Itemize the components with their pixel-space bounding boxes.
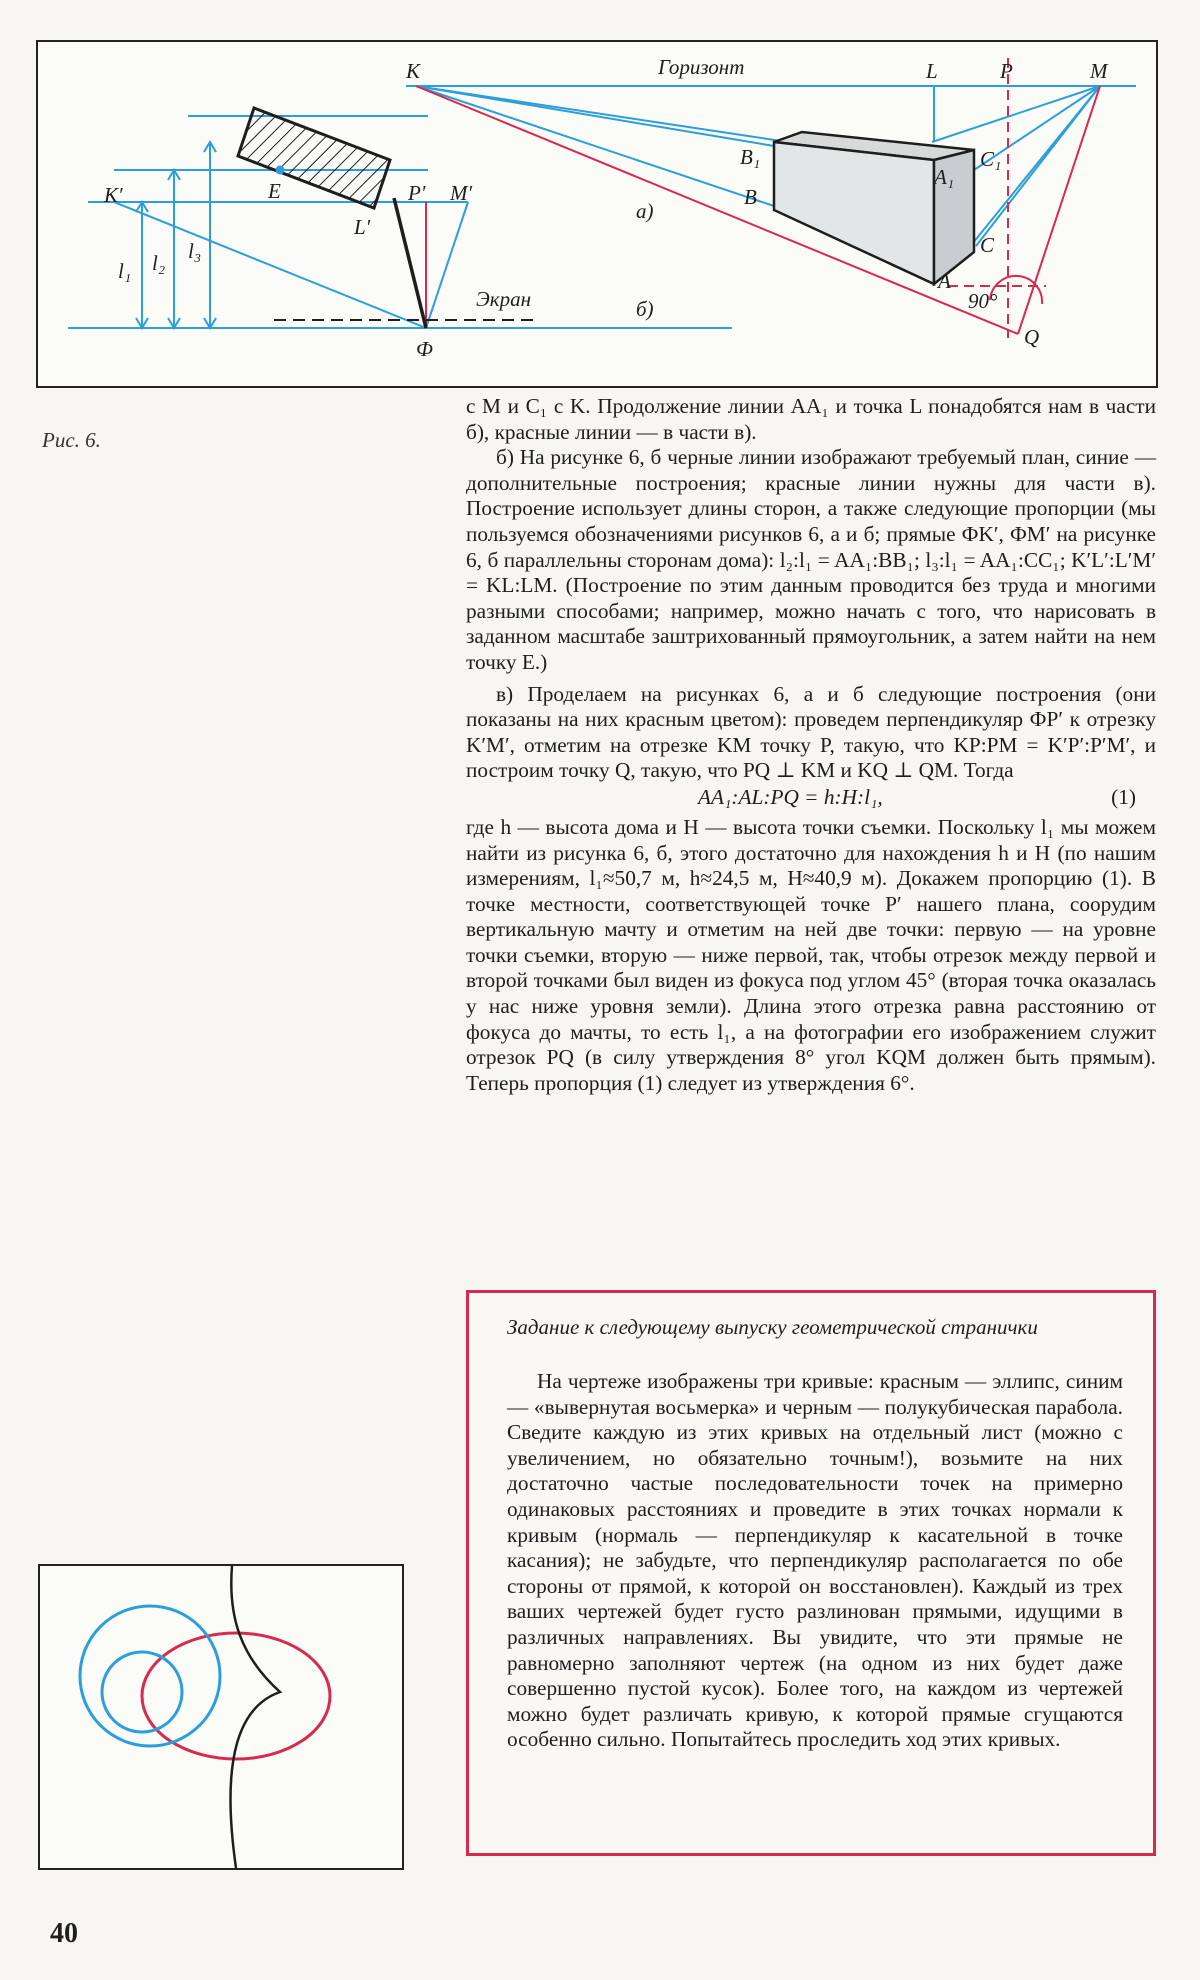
line-m-a1 [932,86,1100,142]
right-angle-arc [990,276,1042,304]
label-l: L [926,59,938,83]
label-e: E [268,179,281,203]
formula-expression: AA₁:AL:PQ = h:H:l₁, [698,784,883,809]
paragraph-2: б) На рисунке 6, б черные линии изображают требуемый план, синие — дополнительные построения; красные линии нужны для части в). Построение использует длины сторон, а также следующие пропорции (мы пользуемся обозначениями рисунков 6, а и б; прямые ФK′, ФM′ на рисунке 6, б параллельны сторонам дома): l₂:l₁ = AA₁:BB₁; l₃:l₁ = AA₁:CC₁; K′L′:L′M′ = KL:LM. (Построение по этим данным проводится без труда и многими разными способами; например, можно начать с того, что нарисовать в заданном масштабе заштрихованный прямоугольник, а затем найти на нем точку E.) [466,445,1156,674]
task-text: На чертеже изображены три кривые: красным — эллипс, синим — «вывернутая восьмерка» и черным — полукубическая парабола. Сведите каждую из этих кривых на отдельный лист (можно с увеличением, но обязательно точным!), возьмите на них достаточно частые последовательности точек на примерно одинаковых расстояниях и проведите в этих точках нормали к кривым (нормаль — перпендикуляр к касательной в точке касания); не забудьте, что перпендикуляр располагается по обе стороны от прямой, к которой он восстановлен). Каждый из трех ваших чертежей будет густо разлинован прямыми, идущими в различных направлениях. Вы увидите, что эти прямые не равномерно заполняют чертеж (на одном из них будет даже совершенно пустой кусок). Более того, на каждом из чертежей можно будет различать кривую, к которой прямые сгущаются особенно сильно. Попытайтесь проследить ход этих кривых. [507,1369,1123,1752]
blue-curve-outer [80,1606,220,1746]
figure-caption: Рис. 6. [42,428,101,452]
paragraph-1: с M и C₁ с K. Продолжение линии AA₁ и точка L понадобятся нам в части б), красные линии — в части в). [466,394,1156,444]
label-screen: Экран [476,287,531,311]
label-c1: C₁ [980,147,1002,171]
task-body [507,1369,1123,1753]
label-angle: 90° [968,289,998,313]
label-m: M [1090,59,1108,83]
formula-number: (1) [1111,784,1136,809]
main-text [466,394,1156,1096]
label-lp: L′ [354,215,371,239]
task-title: Задание к следующему выпуску геометрической странички [507,1315,1038,1339]
curves-drawing [40,1566,402,1868]
part-a-blue-lines [406,86,1136,254]
label-horizon: Горизонт [658,55,745,79]
hatched-rectangle [238,108,390,208]
label-mp: M′ [450,181,473,205]
label-p: P [1000,59,1013,83]
black-parabola [230,1566,280,1868]
label-pp: P′ [408,181,426,205]
curves-figure [38,1564,404,1870]
label-k: K [406,59,421,83]
paragraph-3: в) Проделаем на рисунках 6, а и б следующие построения (они показаны на них красным цветом): проведем перпендикуляр ФP′ к отрезку K′M′, отметим на отрезке KM точку P, такую, что KP:PM = K′P′:P′M′, и построим точку Q, такую, что PQ ⊥ KM и KQ ⊥ QM. Тогда [466,681,1156,783]
paragraph-4: где h — высота дома и H — высота точки съемки. Поскольку l₁ мы можем найти из рисунка 6, б, этого достаточно для нахождения h и H (по нашим измерениям, l₁≈50,7 м, h≈24,5 м, H≈40,9 м). Докажем пропорцию (1). В точке местности, соответствующей точке P′ нашего плана, соорудим вертикальную мачту и отметим на ней две точки: первую — на уровне точки съемки, вторую — ниже первой, так, чтобы отрезок между первой и второй точками был виден из фокуса под углом 45° (вторая точка оказалась у нас ниже уровня земли). Длина этого отрезка равна расстоянию от фокуса до мачты, то есть l₁, а на фотографии его изображением служит отрезок PQ (в силу утверждения 8° угол KQM должен быть прямым). Теперь пропорция (1) следует из утверждения 6°. [466,814,1156,1095]
label-l1: l₁ [118,259,132,283]
line-f-mp [426,202,468,328]
label-b1: B₁ [740,145,761,169]
label-part-b: б) [636,297,654,321]
red-ellipse [142,1633,330,1759]
label-part-a: а) [636,199,654,223]
page-number: 40 [50,1918,78,1949]
label-q: Q [1024,325,1040,349]
formula-1 [466,785,1156,815]
house-front [774,142,934,284]
label-a: A [938,269,951,293]
label-l3: l₃ [188,239,202,263]
label-l2: l₂ [152,251,166,275]
label-kp: K′ [104,183,123,207]
label-a1: A₁ [934,165,955,189]
task-box [466,1290,1156,1856]
figure-6-drawing [38,42,1156,386]
label-b: B [744,185,757,209]
house-box [774,132,974,284]
label-f: Ф [416,337,433,361]
point-e [276,166,285,175]
line-m-q [1018,86,1100,334]
figure-6 [36,40,1158,388]
label-c: C [980,233,995,257]
line-f-lp [394,198,426,328]
